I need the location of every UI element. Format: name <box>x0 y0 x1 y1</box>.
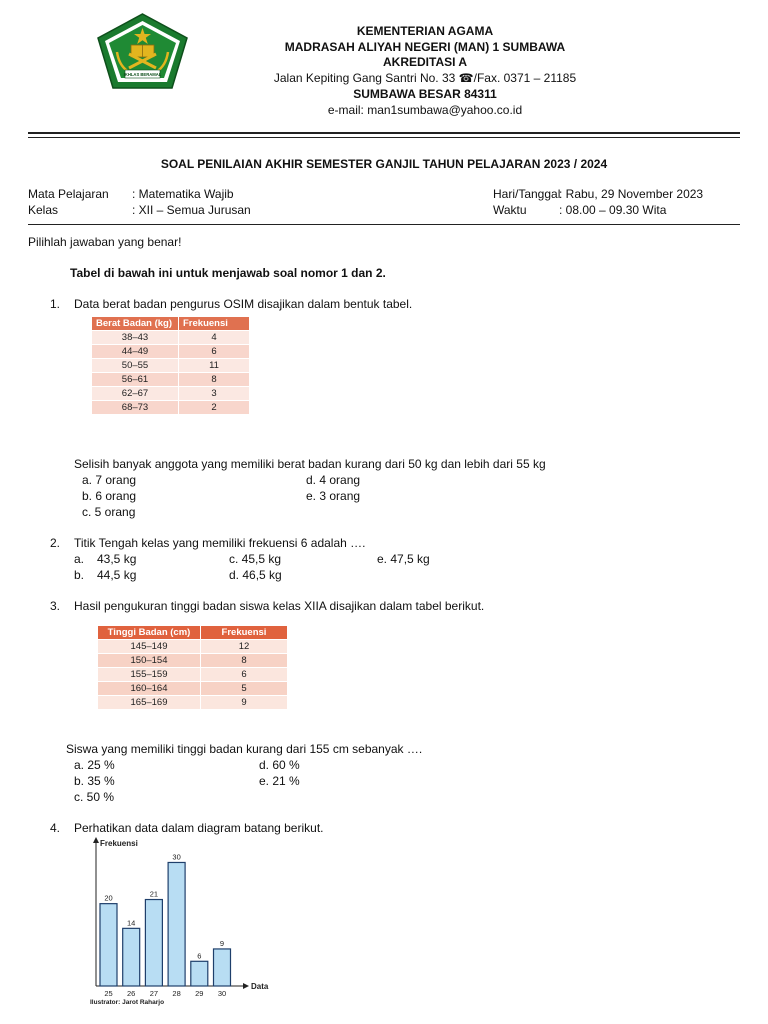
table-cell: 2 <box>179 401 250 415</box>
table-cell: 56–61 <box>92 373 179 387</box>
table-note: Tabel di bawah ini untuk menjawab soal nomor 1 dan 2. <box>70 266 386 280</box>
bar-25 <box>100 904 117 986</box>
table-cell: 150–154 <box>98 654 201 668</box>
bar-30 <box>214 949 231 986</box>
table-cell: 155–159 <box>98 668 201 682</box>
subject-value: : Matematika Wajib <box>132 187 234 201</box>
bar-value-label: 21 <box>149 889 159 899</box>
bar-26 <box>123 928 140 986</box>
q1-question: Selisih banyak anggota yang memiliki berat badan kurang dari 50 kg dan lebih dari 55 kg <box>74 457 546 471</box>
table-row <box>98 682 288 696</box>
q2-option-a-label: a. <box>74 552 85 566</box>
q3-text: Hasil pengukuran tinggi badan siswa kelas XIIA disajikan dalam tabel berikut. <box>74 599 485 613</box>
subject-label: Mata Pelajaran <box>28 187 109 201</box>
table-cell: 145–149 <box>98 640 201 654</box>
bar-value-label: 30 <box>172 852 181 862</box>
q1-number: 1. <box>50 297 61 311</box>
table-cell: 12 <box>201 640 288 654</box>
table-cell: 8 <box>179 373 250 387</box>
q3-option-a[interactable]: a. 25 % <box>74 758 115 772</box>
time-value: : 08.00 – 09.30 Wita <box>559 203 667 217</box>
table-row <box>98 696 288 710</box>
x-axis-label: Data <box>251 982 269 991</box>
q1-option-b[interactable]: b. 6 orang <box>82 489 137 503</box>
bar-28 <box>168 862 185 986</box>
table-row <box>92 401 250 415</box>
table-row <box>98 640 288 654</box>
logo-banner-text: IKHLAS BERAMAL <box>123 72 162 77</box>
info-rule <box>28 224 740 225</box>
q3-option-e[interactable]: e. 21 % <box>259 774 300 788</box>
table-cell: 6 <box>179 345 250 359</box>
class-value: : XII – Semua Jurusan <box>132 203 251 217</box>
table-cell: 4 <box>179 331 250 345</box>
x-tick-label: 25 <box>104 989 113 998</box>
table-header-weight: Berat Badan (kg) <box>92 317 179 331</box>
table-row <box>92 373 250 387</box>
ministry-name: KEMENTERIAN AGAMA <box>356 24 494 38</box>
q3-option-d[interactable]: d. 60 % <box>259 758 300 772</box>
table-cell: 165–169 <box>98 696 201 710</box>
table-cell: 160–164 <box>98 682 201 696</box>
date-value: : Rabu, 29 November 2023 <box>559 187 704 201</box>
table-cell: 9 <box>201 696 288 710</box>
table-row <box>98 654 288 668</box>
bar-value-label: 14 <box>127 918 136 928</box>
table-cell: 6 <box>201 668 288 682</box>
q1-option-e[interactable]: e. 3 orang <box>306 489 361 503</box>
q2-option-e[interactable]: e. 47,5 kg <box>377 552 430 566</box>
school-address: Jalan Kepiting Gang Santri No. 33 ☎/Fax. 0371 – 21185 <box>273 71 577 85</box>
bar-27 <box>145 900 162 986</box>
class-label: Kelas <box>28 203 59 217</box>
q3-option-c[interactable]: c. 50 % <box>74 790 115 804</box>
x-tick-label: 27 <box>149 989 159 998</box>
x-tick-label: 26 <box>127 989 136 998</box>
table-row <box>98 668 288 682</box>
accreditation: AKREDITASI A <box>383 55 467 69</box>
y-axis-label: Frekuensi <box>100 839 138 848</box>
table-header-frequency: Frekuensi <box>201 626 288 640</box>
table-cell: 5 <box>201 682 288 696</box>
instruction: Pilihlah jawaban yang benar! <box>28 235 182 249</box>
table-header-frequency: Frekuensi <box>179 317 250 331</box>
date-label: Hari/Tanggal <box>493 187 561 201</box>
school-email: e-mail: man1sumbawa@yahoo.co.id <box>327 103 523 117</box>
x-tick-label: 28 <box>172 989 181 998</box>
q3-number: 3. <box>50 599 61 613</box>
height-table <box>97 625 288 710</box>
q2-number: 2. <box>50 536 61 550</box>
table-row <box>92 345 250 359</box>
illustrator-credit: Ilustrator: Jarot Raharjo <box>90 999 165 1006</box>
q2-option-b-label: b. <box>74 568 85 582</box>
weight-table <box>91 316 250 415</box>
q1-option-a[interactable]: a. 7 orang <box>82 473 137 487</box>
q1-text: Data berat badan pengurus OSIM disajikan dalam bentuk tabel. <box>74 297 413 311</box>
table-cell: 62–67 <box>92 387 179 401</box>
q2-option-a[interactable]: 43,5 kg <box>97 552 137 566</box>
table-header-row <box>98 626 288 640</box>
table-cell: 38–43 <box>92 331 179 345</box>
header-rule-top <box>28 132 740 134</box>
bar-value-label: 9 <box>219 938 225 948</box>
table-cell: 8 <box>201 654 288 668</box>
bar-29 <box>191 961 208 986</box>
x-tick-label: 30 <box>217 989 227 998</box>
table-row <box>92 387 250 401</box>
school-name: MADRASAH ALIYAH NEGERI (MAN) 1 SUMBAWA <box>284 40 566 54</box>
kemenag-logo <box>95 12 190 92</box>
q2-option-c[interactable]: c. 45,5 kg <box>229 552 282 566</box>
exam-title: SOAL PENILAIAN AKHIR SEMESTER GANJIL TAHUN PELAJARAN 2023 / 2024 <box>160 157 608 171</box>
q2-option-d[interactable]: d. 46,5 kg <box>229 568 282 582</box>
school-city: SUMBAWA BESAR 84311 <box>353 87 497 101</box>
q4-text: Perhatikan data dalam diagram batang berikut. <box>74 821 324 835</box>
q1-option-d[interactable]: d. 4 orang <box>306 473 361 487</box>
x-tick-label: 29 <box>195 989 204 998</box>
table-cell: 44–49 <box>92 345 179 359</box>
table-row <box>92 359 250 373</box>
q2-text: Titik Tengah kelas yang memiliki frekuensi 6 adalah …. <box>74 536 366 550</box>
table-cell: 68–73 <box>92 401 179 415</box>
table-row <box>92 331 250 345</box>
time-label: Waktu <box>493 203 527 217</box>
bar-chart <box>88 836 288 1012</box>
table-header-height: Tinggi Badan (cm) <box>98 626 201 640</box>
q4-number: 4. <box>50 821 61 835</box>
table-cell: 50–55 <box>92 359 179 373</box>
q3-question: Siswa yang memiliki tinggi badan kurang dari 155 cm sebanyak …. <box>66 742 423 756</box>
table-header-row <box>92 317 250 331</box>
bar-value-label: 20 <box>104 893 113 903</box>
bar-value-label: 6 <box>197 951 202 961</box>
q3-option-b[interactable]: b. 35 % <box>74 774 115 788</box>
header-rule-bottom <box>28 137 740 138</box>
table-cell: 3 <box>179 387 250 401</box>
q2-option-b[interactable]: 44,5 kg <box>97 568 137 582</box>
table-cell: 11 <box>179 359 250 373</box>
q1-option-c[interactable]: c. 5 orang <box>82 505 136 519</box>
